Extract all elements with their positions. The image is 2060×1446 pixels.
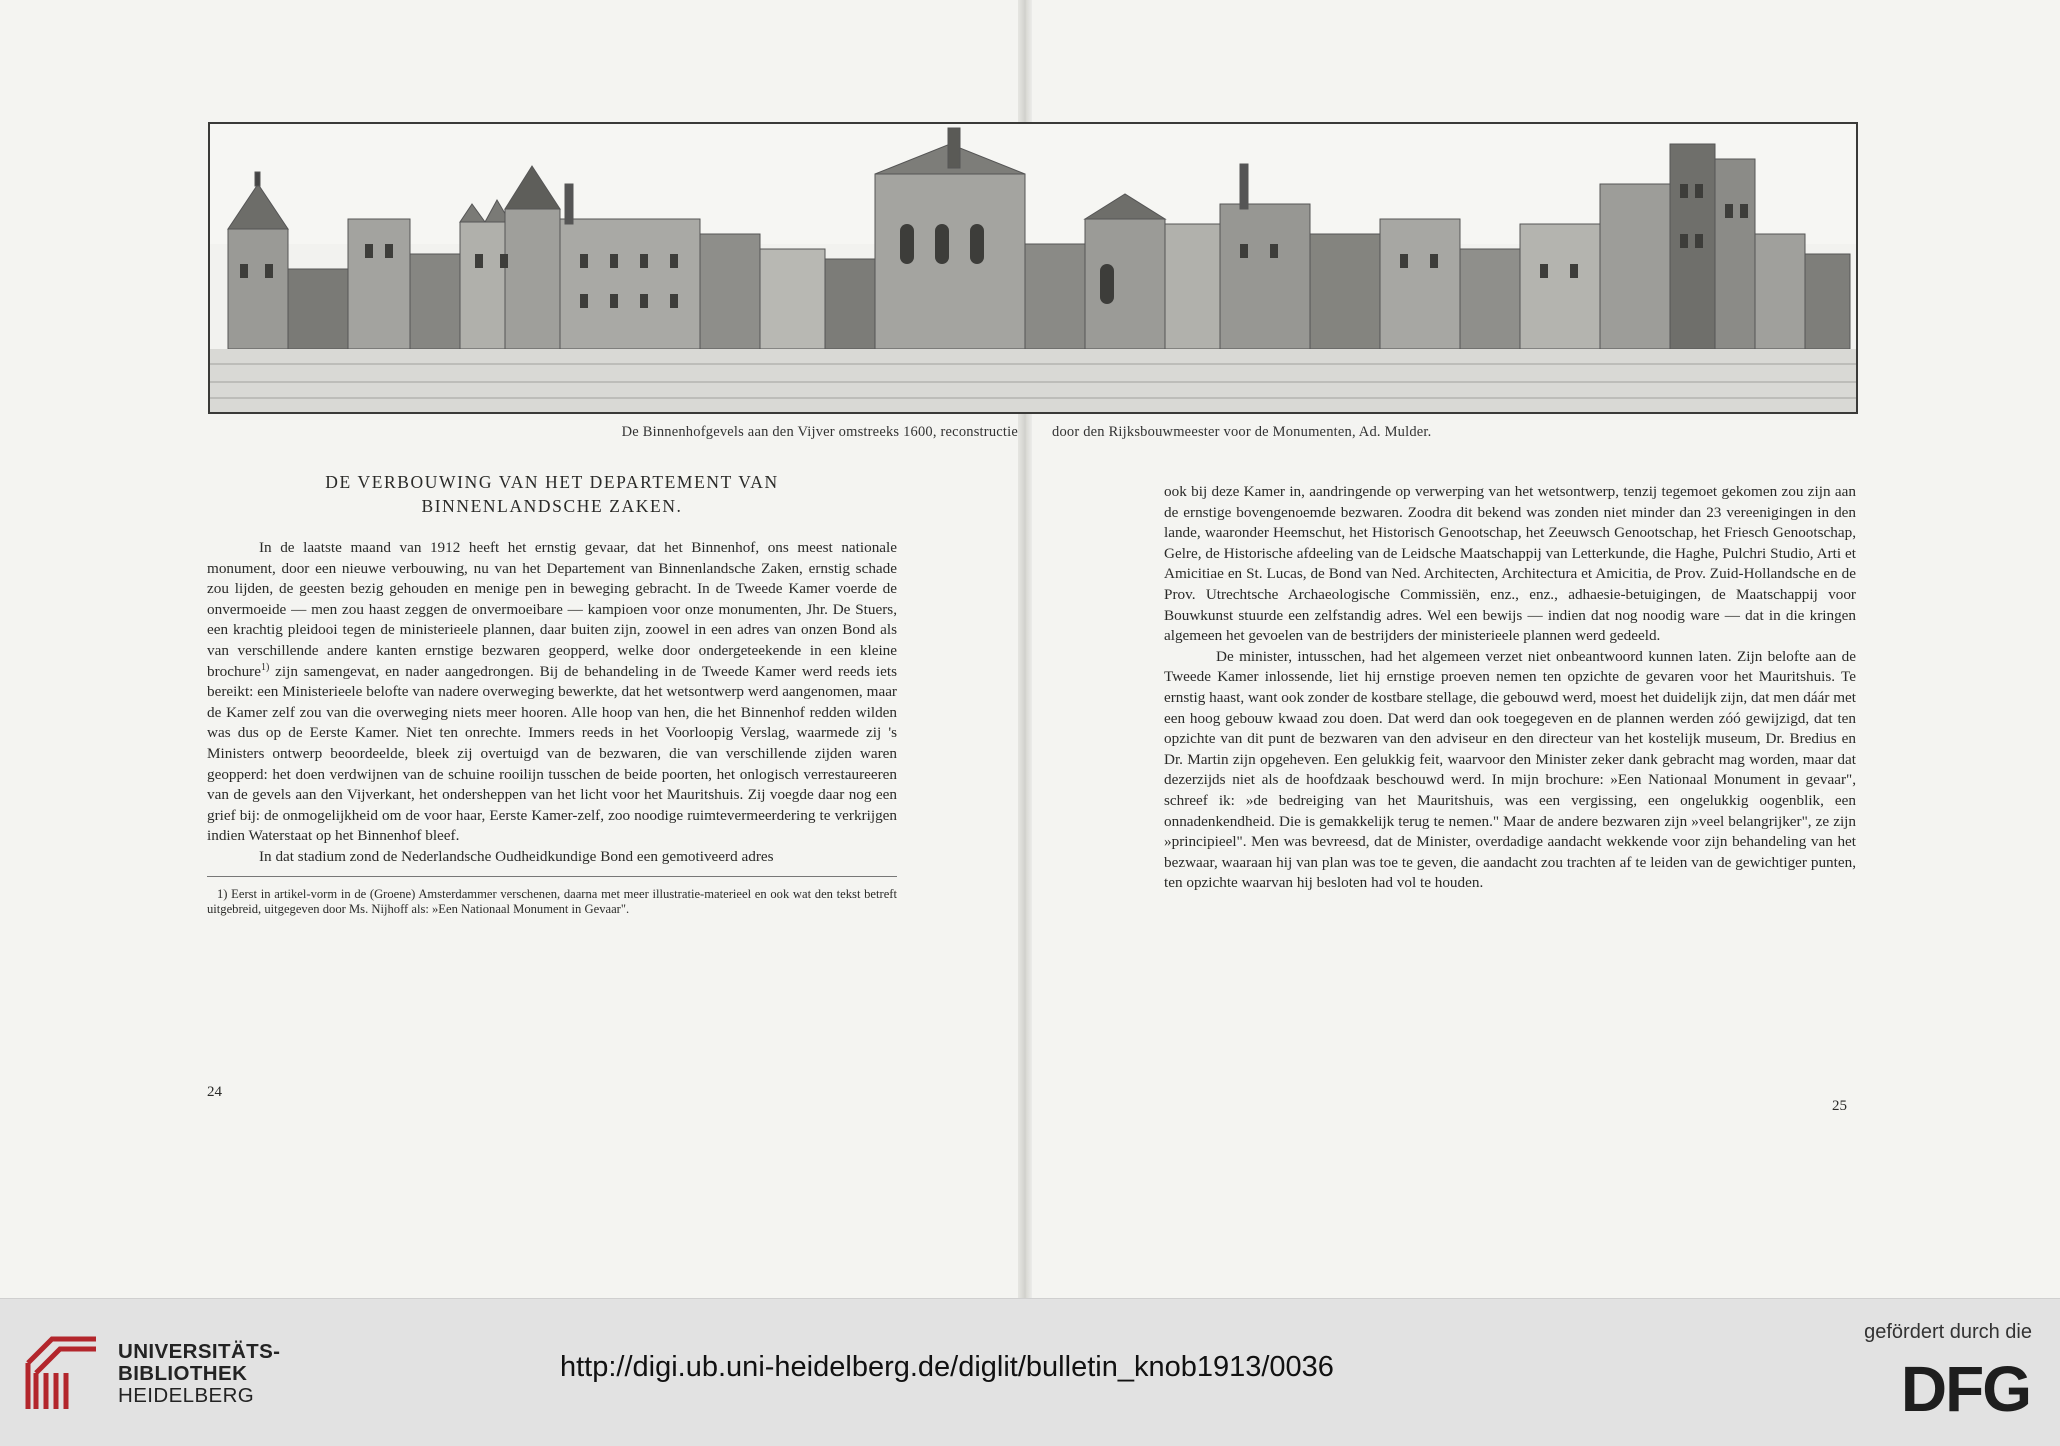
left-page bbox=[207, 470, 897, 917]
left-paragraph-1-part-a: In de laatste maand van 1912 heeft het ernstig gevaar, dat het Binnenhof, ons meest nationale monument, door een nieuwe verbouwing, nu van het Departement van Binnenlandsche Zaken, ernstig schade zou lijden, de geesten bezig gehouden en menige pen in beweging gebracht. In de Tweede Kamer voerde de onvermoeide — men zou haast zeggen de onvermoeibare — kampioen voor onze monumenten, Jhr. De Stuers, een krachtig pleidooi tegen de ministerieele plannen, daar buiten zijn, zoowel in een adres van onzen Bond als van verschillende andere kanten ernstige bezwaren geopperd, welke door ondergeteekende in een kleine brochure bbox=[207, 539, 897, 680]
illustration-caption-right: door den Rijksbouwmeester voor de Monumenten, Ad. Mulder. bbox=[1052, 424, 1432, 440]
dfg-logo[interactable]: DFG bbox=[1900, 1353, 2030, 1425]
page-number-left: 24 bbox=[207, 1084, 222, 1100]
page-number-right: 25 bbox=[1832, 1098, 1847, 1114]
library-name-line3: HEIDELBERG bbox=[118, 1384, 255, 1407]
funded-by-label: gefördert durch die bbox=[1864, 1321, 2032, 1343]
footnote-text: 1) Eerst in artikel-vorm in de (Groene) Amsterdammer verschenen, daarna met meer illustratie-materieel en ook wat den tekst betreft uitgebreid, uitgegeven door Ms. Nijhoff als: »Een Nationaal Monument in Gevaar". bbox=[207, 886, 897, 916]
facade-illustration bbox=[208, 122, 1858, 414]
permalink-url[interactable]: http://digi.ub.uni-heidelberg.de/diglit/bulletin_knob1913/0036 bbox=[560, 1351, 1334, 1383]
footnote-divider bbox=[207, 876, 897, 877]
footnote-reference: 1) bbox=[260, 661, 270, 673]
right-paragraph-1: ook bij deze Kamer in, aandringende op verwerping van het wetsontwerp, tenzij tegemoet gekomen zou zijn aan de ernstige bovengenoemde bezwaren. Zoodra dit bekend was zonden niet minder dan 23 vereenigingen in den lande, waaronder Heemschut, het Historisch Genootschap, het Zeeuwsch Genootschap, het Friesch Genootschap, Gelre, de Historische afdeeling van de Leidsche Maatschappij van Letterkunde, die Haghe, Pulchri Studio, Arti et Amicitiae en St. Lucas, de Bond van Ned. Architecten, Architectura et Amicitia, de Prov. Zuid-Hollandsche en de Prov. Utrechtsche Archaeologische Commissiën, enz., enz., adhaesie-betuigingen, de Maatschappij voor Bouwkunst stuurde een zelfstandig adres. Wel een bewijs — indien dat nog noodig ware — dat in die kringen algemeen het gevoelen van de bestrijders der ministerieele plannen werd gedeeld. bbox=[1164, 483, 1856, 645]
left-paragraph-2: In dat stadium zond de Nederlandsche Oudheidkundige Bond een gemotiveerd adres bbox=[259, 847, 774, 865]
library-name-line2: BIBLIOTHEK bbox=[118, 1362, 248, 1385]
illustration-caption-left: De Binnenhofgevels aan den Vijver omstreeks 1600, reconstructie bbox=[621, 424, 1018, 440]
left-paragraph-1 bbox=[207, 538, 897, 847]
university-library-logo-icon[interactable] bbox=[22, 1333, 102, 1413]
library-name[interactable] bbox=[118, 1341, 280, 1407]
right-paragraph-2: De minister, intusschen, had het algemeen verzet niet onbeantwoord kunnen laten. Zijn belofte aan de Tweede Kamer inlossende, liet hij ernstige proeven nemen ten opzichte de gevaren voor het Mauritshuis. Te ernstig haast, want ook zonder de kostbare stellage, die gebouwd werd, moest het duidelijk zijn, dat men dáár met een hoog gebouw kwaad zou doen. Dat werd dan ook toegegeven en de plannen werden zóó gewijzigd, dat ten opzichte van dit punt de bezwaren van den adviseur en den directeur van het kostelijk museum, Dr. Bredius en Dr. Martin zijn opgeheven. Een gelukkig feit, waarvoor den Minister zeker dank gebracht mag worden, maar dat dezerzijds niet als de hoofdzaak beschouwd werd. In mijn brochure: »Een Nationaal Monument in gevaar", schreef ik: »de bedreiging van het Mauritshuis, was een vergissing, een ongelukkig oogenblik, een onnadenkendheid. Die is gemakkelijk terug te nemen." Maar de andere bezwaren zijn »veel belangrijker", ze zijn »principieel". Men was bevreesd, dat de Minister, overdadige aandacht wekkende voor zijn behandeling van het bezwaar, waaraan hij van plan was toe te geven, die aandacht zou trachten af te leiden van de gewichtiger punten, ten opzichte waarvan hij besloten had vol te houden. bbox=[1164, 647, 1856, 892]
library-name-line1: UNIVERSITÄTS- bbox=[118, 1340, 281, 1363]
article-title-line1: DE VERBOUWING VAN HET DEPARTEMENT VAN bbox=[325, 472, 779, 492]
viewer-footer bbox=[0, 1298, 2060, 1446]
right-page bbox=[1164, 482, 1856, 894]
article-title bbox=[207, 470, 897, 518]
left-paragraph-1-part-b: zijn samengevat, en nader aangedrongen. Bij de behandeling in de Tweede Kamer werd reeds iets bereikt: een Ministerieele belofte van nadere overweging bewerkte, dat het wetsontwerp werd aangenomen, maar de Kamer zelf zou van die overweging niets meer hooren. Alle hoop van hen, die het Binnenhof redden wilden was dus op de Eerste Kamer. Niet ten onrechte. Immers reeds in het Voorloopig Verslag, waarmede zij 's Ministers ontwerp beoordeelde, bleek zij overtuigd van de bezwaren, die van verschillende zijden waren geopperd: het doen verdwijnen van de schuine rooilijn tusschen de beide poorten, het onlogisch verrestaureeren van de gevels aan den Vijverkant, het ondersheppen van het licht voor het Mauritshuis. Zij voegde daar nog een grief bij: de onmogelijkheid om de voor haar, Eerste Kamer-zelf, zoo noodige ruimtevermeerdering te verkrijgen indien Waterstaat op het Binnenhof bleef. bbox=[207, 662, 897, 845]
facade-drawing bbox=[210, 124, 1856, 412]
article-title-line2: BINNENLANDSCHE ZAKEN. bbox=[421, 496, 683, 516]
